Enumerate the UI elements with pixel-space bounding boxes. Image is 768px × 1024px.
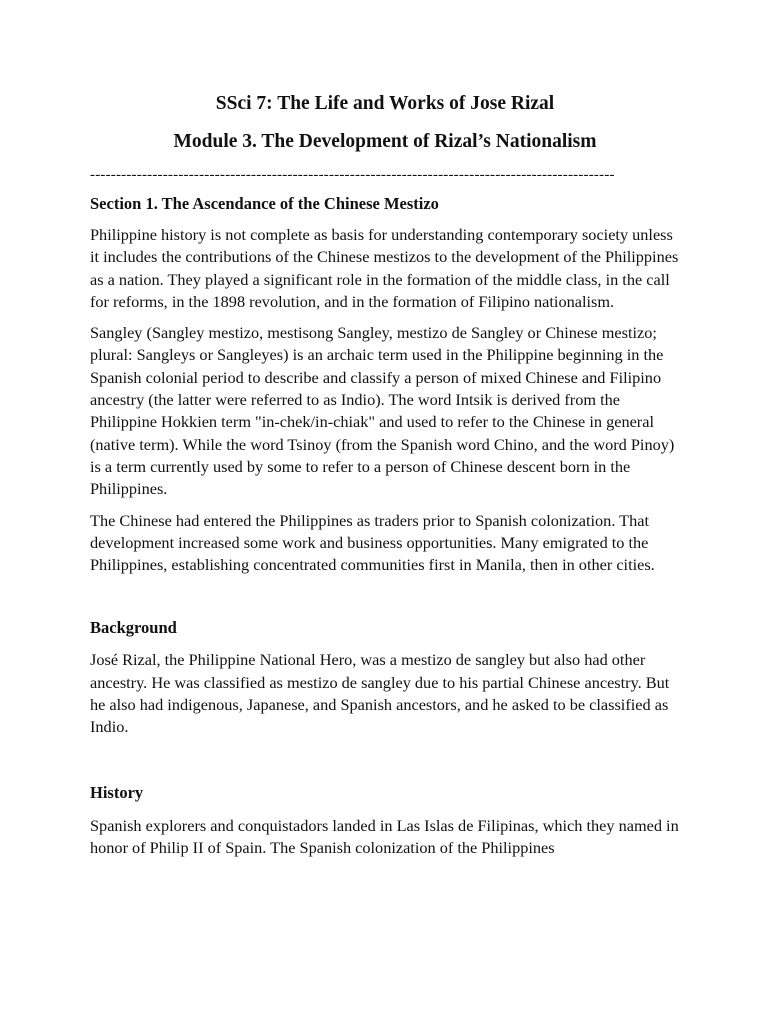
history-heading: History	[90, 782, 144, 802]
paragraph-rizal-ancestry: José Rizal, the Philippine National Hero, was a mestizo de sangley but also had other ancestry. He was classified as mestizo de sangley due to his partial Chinese ancestry. But he also had indigenous, Japanese, and Spanish ancestors, and he asked to be classified as Indio.	[90, 650, 670, 737]
section-1-heading: Section 1. The Ascendance of the Chinese Mestizo	[90, 194, 439, 213]
paragraph-chinese-traders: The Chinese had entered the Philippines as traders prior to Spanish colonization. That development increased some work and business opportunities. Many emigrated to the Philippines, establishing concentrated communities first in Manila, then in other cities.	[90, 510, 655, 575]
paragraph-sangley-definition: Sangley (Sangley mestizo, mestisong Sangley, mestizo de Sangley or Chinese mestizo; plural: Sangleys or Sangleyes) is an archaic term used in the Philippine beginning in the Spanish colonial period to describe and classify a person of mixed Chinese and Filipino ancestry (the latter were referred to as Indio). The word Intsik is derived from the Philippine Hokkien term "in-chek/in-chiak" and used to refer to the Chinese in general (native term). While the word Tsinoy (from the Spanish word Chino, and the word Pinoy) is a term currently used by some to refer to a person of Chinese descent born in the Philippines.	[90, 323, 675, 499]
paragraph-chinese-mestizo-contributions: Philippine history is not complete as basis for understanding contemporary society unless it includes the contributions of the Chinese mestizos to the development of the Philippines as a nation. They played a significant role in the formation of the middle class, in the call for reforms, in the 1898 revolution, and in the formation of Filipino nationalism.	[90, 225, 679, 311]
document-page	[90, 92, 680, 859]
divider-line: -----------------------------------------------------------------------------------------------------	[90, 167, 615, 183]
paragraph-spanish-colonization: Spanish explorers and conquistadors landed in Las Islas de Filipinas, which they named in honor of Philip II of Spain. The Spanish colonization of the Philippines	[90, 815, 679, 857]
background-heading: Background	[90, 618, 177, 638]
module-title: Module 3. The Development of Rizal’s Nationalism	[173, 131, 597, 152]
course-title: SSci 7: The Life and Works of Jose Rizal	[215, 93, 555, 114]
